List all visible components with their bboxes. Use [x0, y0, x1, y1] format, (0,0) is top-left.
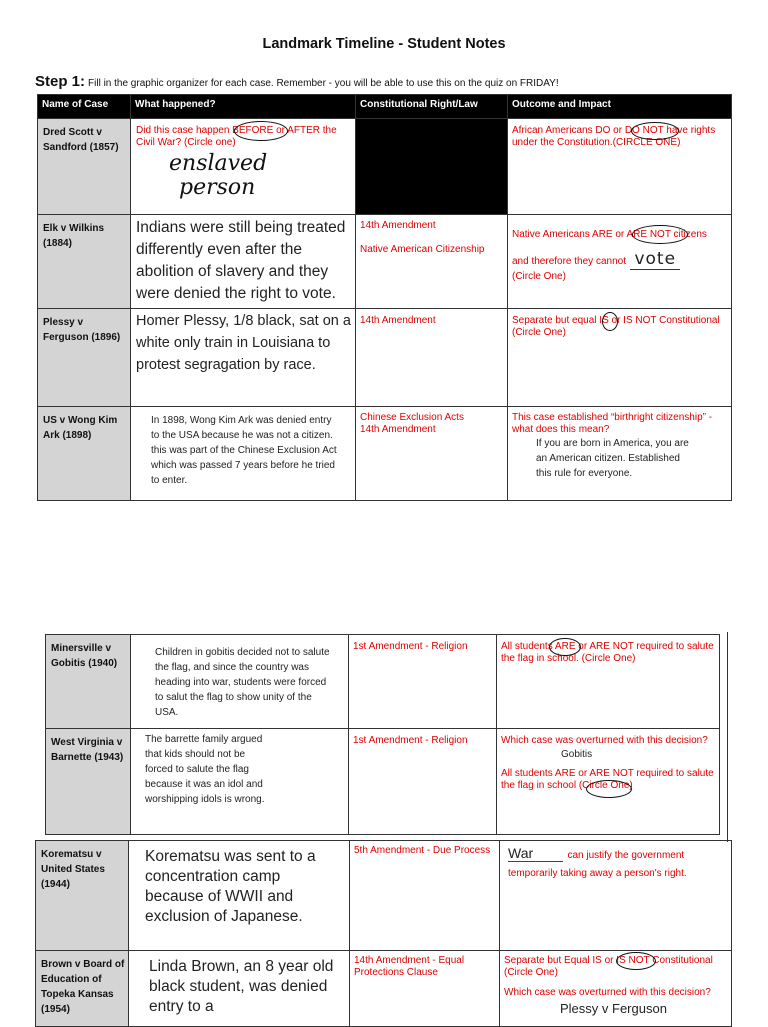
answer-circle — [549, 638, 581, 656]
law-cell[interactable] — [356, 309, 508, 407]
law-cell[interactable] — [350, 951, 500, 1027]
outcome-text: Native Americans ARE or ARE NOT citizens — [512, 229, 707, 240]
what-happened-cell[interactable] — [131, 309, 356, 407]
handwritten-answer: vote — [630, 249, 680, 270]
outcome-cell[interactable] — [497, 635, 720, 729]
graphic-organizer-bottom — [45, 634, 720, 835]
outcome-cell[interactable] — [500, 951, 732, 1027]
outcome-cell[interactable] — [500, 841, 732, 951]
outcome-text: and therefore they cannot — [512, 256, 626, 267]
answer-circle — [234, 121, 288, 141]
step-label: Step 1: — [35, 73, 86, 90]
case-name: Korematsu v United States (1944) — [36, 841, 129, 951]
law-text: 1st Amendment - Religion — [353, 641, 468, 652]
what-happened-cell[interactable] — [131, 729, 349, 835]
law-text: 1st Amendment - Religion — [353, 735, 468, 746]
table-row — [36, 951, 732, 1027]
graphic-organizer-top — [37, 94, 732, 501]
law-text: 14th Amendment — [360, 424, 436, 435]
answer-circle — [586, 780, 632, 798]
law-cell[interactable] — [349, 635, 497, 729]
outcome-text: This case established “birthright citizenship” - what does this mean? — [512, 412, 713, 435]
what-happened-cell[interactable] — [131, 407, 356, 501]
law-text: 5th Amendment - Due Process — [354, 845, 491, 856]
outcome-text: Which case was overturned with this decision? — [501, 735, 708, 746]
outcome-text: All students ARE or ARE NOT required to salute the flag in school. (Circle One) — [501, 641, 714, 664]
typed-answer: Linda Brown, an 8 year old black student, was denied entry to a — [149, 958, 334, 1015]
outcome-text: (Circle One) — [512, 271, 566, 282]
what-happened-cell[interactable] — [131, 635, 349, 729]
law-cell[interactable] — [356, 215, 508, 309]
typed-answer: The barrette family argued that kids should not be forced to salute the flag because it was an idol and worshipping idols is wrong. — [145, 734, 265, 805]
what-happened-cell[interactable] — [131, 119, 356, 215]
outcome-fill-line — [508, 241, 731, 269]
case-name: Dred Scott v Sandford (1857) — [38, 119, 131, 215]
law-cell[interactable] — [350, 841, 500, 951]
what-happened-cell[interactable] — [131, 215, 356, 309]
graphic-organizer-continued — [35, 840, 732, 1027]
answer-circle — [631, 122, 679, 140]
law-text: 14th Amendment - Equal Protections Clause — [354, 955, 465, 978]
outcome-text: can justify the government temporarily taking away a person's right. — [508, 850, 687, 879]
header-what-happened: What happened? — [131, 95, 356, 119]
typed-answer: Children in gobitis decided not to salute the flag, and since the country was heading into war, students were forced to salut the flag to show unity of the USA. — [155, 647, 330, 718]
case-name: Brown v Board of Education of Topeka Kansas (1954) — [36, 951, 129, 1027]
case-name: Elk v Wilkins (1884) — [38, 215, 131, 309]
table-row — [46, 635, 720, 729]
typed-answer: Homer Plessy, 1/8 black, sat on a white only train in Louisiana to protest segragation by race. — [136, 313, 351, 373]
case-name: Minersville v Gobitis (1940) — [46, 635, 131, 729]
table-row — [38, 309, 732, 407]
case-name: Plessy v Ferguson (1896) — [38, 309, 131, 407]
typed-answer: Plessy v Ferguson — [560, 1001, 667, 1016]
table-row — [38, 407, 732, 501]
typed-answer: Gobitis — [561, 749, 593, 760]
header-name-of-case: Name of Case — [38, 95, 131, 119]
outcome-cell[interactable] — [508, 407, 732, 501]
table-row — [36, 841, 732, 951]
page-title: Landmark Timeline - Student Notes — [262, 36, 506, 52]
handwritten-answer: War — [508, 846, 563, 862]
outcome-text: All students ARE or ARE NOT required to salute the flag in school (Circle One) — [501, 768, 714, 791]
law-text: 14th Amendment — [360, 315, 436, 326]
outcome-cell[interactable] — [508, 119, 732, 215]
table-row — [46, 729, 720, 835]
outcome-fill-line — [500, 841, 731, 881]
what-happened-cell[interactable] — [129, 841, 350, 951]
outcome-text: African Americans DO or DO NOT have rights under the Constitution.(CIRCLE ONE) — [512, 125, 716, 148]
header-outcome: Outcome and Impact — [508, 95, 732, 119]
step-text: Fill in the graphic organizer for each case. Remember - you will be able to use this on the quiz on FRIDAY! — [88, 78, 559, 89]
typed-answer: Indians were still being treated differently even after the abolition of slavery and they were denied the right to vote. — [136, 219, 346, 302]
law-text: 14th Amendment — [360, 220, 436, 231]
step-instructions — [35, 73, 559, 90]
answer-circle — [632, 225, 688, 244]
outcome-cell[interactable] — [508, 215, 732, 309]
typed-answer: If you are born in America, you are an American citizen. Established this rule for everyone. — [536, 438, 689, 479]
typed-answer: Korematsu was sent to a concentration camp because of WWII and exclusion of Japanese. — [145, 848, 316, 925]
table-row — [38, 215, 732, 309]
handwritten-answer: person — [179, 175, 256, 200]
answer-circle — [602, 312, 618, 331]
what-happened-cell[interactable] — [129, 951, 350, 1027]
handwritten-answer: enslaved — [169, 151, 268, 176]
outcome-text: Separate but Equal IS or IS NOT Constitutional (Circle One) — [504, 955, 713, 978]
case-name: US v Wong Kim Ark (1898) — [38, 407, 131, 501]
typed-answer: In 1898, Wong Kim Ark was denied entry to the USA because he was not a citizen. this was part of the Chinese Exclusion Act which was passed 7 years before he tried to enter. — [151, 415, 337, 486]
law-text: Chinese Exclusion Acts — [360, 412, 464, 423]
prompt-text: Did this case happen BEFORE or AFTER the Civil War? (Circle one) — [136, 125, 337, 148]
law-cell[interactable] — [349, 729, 497, 835]
case-name: West Virginia v Barnette (1943) — [46, 729, 131, 835]
outcome-text: Separate but equal IS or IS NOT Constitutional (Circle One) — [512, 315, 720, 338]
answer-circle — [616, 952, 656, 970]
outcome-cell[interactable] — [497, 729, 720, 835]
table-row — [38, 119, 732, 215]
page-edge-marker — [727, 632, 728, 842]
outcome-text: Which case was overturned with this decision? — [504, 987, 711, 998]
header-row — [38, 95, 732, 119]
header-constitutional-right: Constitutional Right/Law — [356, 95, 508, 119]
law-cell-blacked-out — [356, 119, 508, 215]
law-cell[interactable] — [356, 407, 508, 501]
outcome-cell[interactable] — [508, 309, 732, 407]
law-text: Native American Citizenship — [360, 244, 485, 255]
